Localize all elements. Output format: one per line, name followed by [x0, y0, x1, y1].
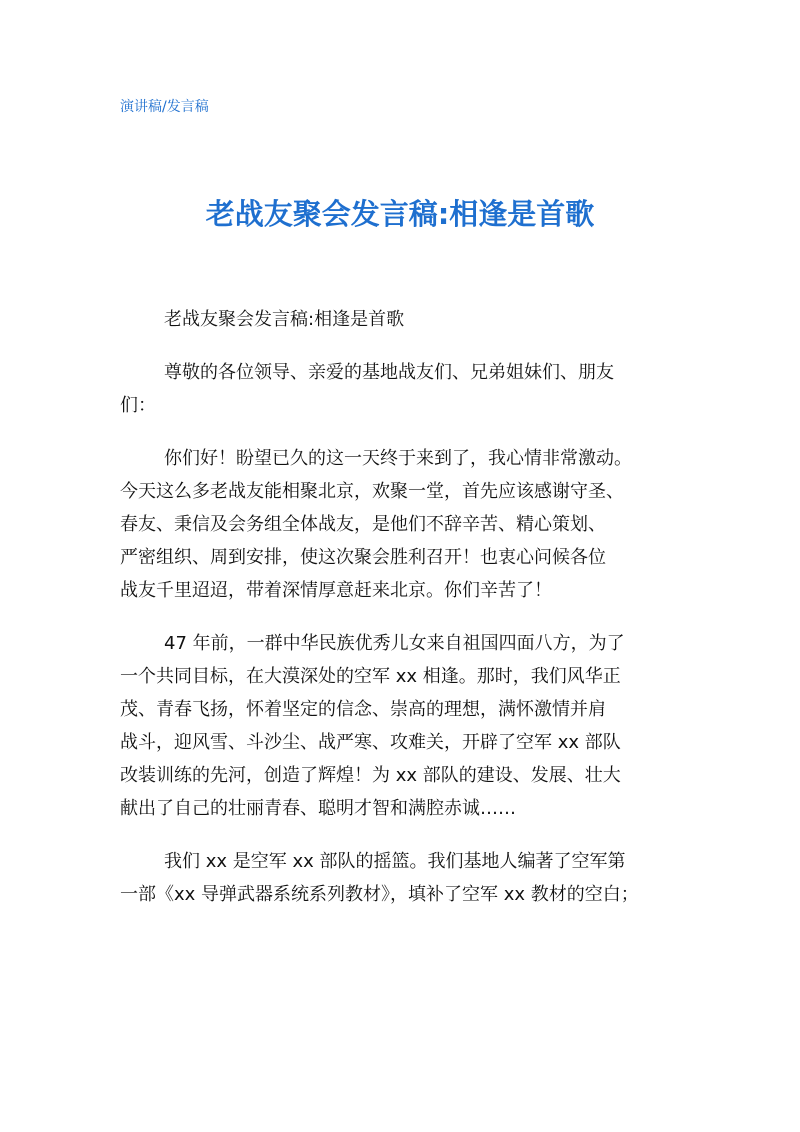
document-title: 老战友聚会发言稿:相逢是首歌 — [205, 197, 595, 231]
paragraph-base — [120, 845, 680, 911]
text-line: 我们 xx 是空军 xx 部队的摇篮。我们基地人编著了空军第 — [164, 851, 626, 872]
text-line: 你们好！盼望已久的这一天终于来到了，我心情非常激动。 — [164, 448, 632, 469]
text-line: 茂、青春飞扬，怀着坚定的信念、崇高的理想，满怀激情并肩 — [120, 699, 606, 720]
text-line: 改装训练的先河，创造了辉煌！为 xx 部队的建设、发展、壮大 — [120, 765, 621, 786]
paragraph-subtitle — [120, 303, 680, 336]
document-body — [120, 303, 680, 911]
paragraph-greeting — [120, 442, 680, 607]
text-line: 老战友聚会发言稿:相逢是首歌 — [164, 309, 405, 330]
text-line: 战友千里迢迢，带着深情厚意赶来北京。你们辛苦了！ — [120, 580, 552, 601]
text-line: 严密组织、周到安排，使这次聚会胜利召开！也衷心问候各位 — [120, 547, 606, 568]
text-line: 47 年前，一群中华民族优秀儿女来自祖国四面八方，为了 — [164, 633, 625, 654]
document-category: 演讲稿/发言稿 — [120, 99, 209, 115]
text-line: 一部《xx 导弹武器系统系列教材》，填补了空军 xx 教材的空白； — [120, 884, 639, 905]
text-line: 尊敬的各位领导、亲爱的基地战友们、兄弟姐妹们、朋友 — [164, 362, 614, 383]
text-line: 一个共同目标，在大漠深处的空军 xx 相逢。那时，我们风华正 — [120, 666, 621, 687]
text-line: 春友、秉信及会务组全体战友，是他们不辞辛苦、精心策划、 — [120, 514, 606, 535]
text-line: 们： — [120, 395, 156, 416]
paragraph-history — [120, 627, 680, 825]
text-line: 战斗，迎风雪、斗沙尘、战严寒、攻难关，开辟了空军 xx 部队 — [120, 732, 621, 753]
paragraph-salutation — [120, 356, 680, 422]
text-line: 献出了自己的壮丽青春、聪明才智和满腔赤诚…… — [120, 798, 516, 819]
text-line: 今天这么多老战友能相聚北京，欢聚一堂，首先应该感谢守圣、 — [120, 481, 624, 502]
